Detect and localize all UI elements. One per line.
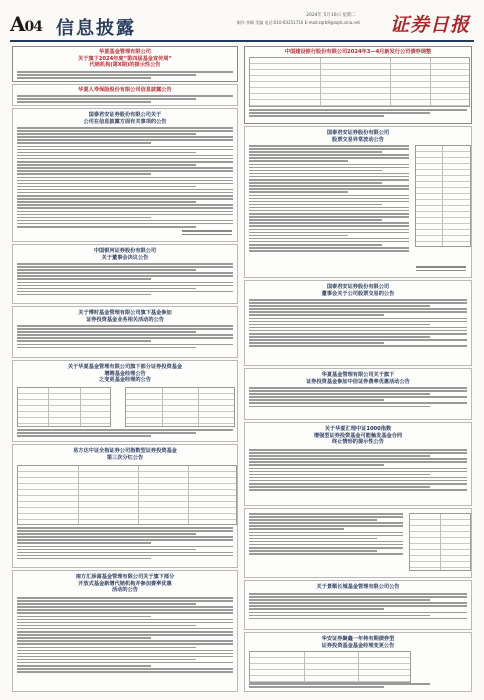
notice-5: 关于博时基金管理有限公司旗下基金参加 证券投资基金业务相关活动的公告 bbox=[12, 306, 238, 358]
section-title: 信息披露 bbox=[56, 18, 136, 39]
notice-3: 国泰君安证券股份有限公司关于 公司在信息披露方面有关事项的公告 bbox=[12, 108, 238, 242]
contact-info: 制作 李琳 美编 电话:010-83251716 E-mail:zqrb9@zqrb.sina.net bbox=[236, 20, 360, 25]
newspaper-logo: 证券日报 bbox=[389, 14, 470, 36]
notice-15: 华安证券聚鑫一年持有期债券型 证券投资基金基金经理变更公告 bbox=[244, 632, 472, 692]
header-rule bbox=[10, 40, 474, 42]
newspaper-header bbox=[0, 0, 484, 44]
issue-date: 2024年 5月16日 星期二 bbox=[306, 13, 356, 18]
notice-14-detail bbox=[244, 508, 472, 578]
notice-6: 关于华夏基金管理有限公司旗下部分证券投资基金 增聘基金经理公告 之变更基金经理的公告 bbox=[12, 360, 238, 442]
notice-7: 中国建设银行股份有限公司2024年3—4月新发行公司债券调整 bbox=[244, 46, 472, 124]
notice-1: 华夏基金管理有限公司 关于旗下2024年度“第四届基金宣传周” 代销机构(第X期)的提示性公告 bbox=[12, 46, 238, 82]
notice-4: 中国银河证券股份有限公司 关于董事会决议公告 bbox=[12, 244, 238, 304]
page-number: A04 bbox=[10, 12, 43, 36]
notice-12: 易方达中证全指证券公司指数型证券投资基金 第三次分红公告 bbox=[12, 444, 238, 568]
notice-9: 国泰君安证券股份有限公司 董事会关于公司股票交易的公告 bbox=[244, 280, 472, 366]
notice-14: 关于景顺长城基金管理有限公司公告 bbox=[244, 580, 472, 630]
notice-8: 国泰君安证券股份有限公司 股票交易异常波动公告 bbox=[244, 126, 472, 278]
notice-11: 关于华夏汇理中证1000指数 增强型证券投资基金可能触发基金合同 终止情形的提示性公告 bbox=[244, 422, 472, 506]
notice-13: 南方汇添富基金管理有限公司关于旗下部分 开放式基金新增代销机构并参加费率优惠 活动的公告 bbox=[12, 570, 238, 692]
notice-10: 华夏基金管理有限公司关于旗下 证券投资基金参加中信证券费率优惠活动公告 bbox=[244, 368, 472, 420]
notice-2: 华夏人寿保险股份有限公司信息披露公告 bbox=[12, 84, 238, 106]
